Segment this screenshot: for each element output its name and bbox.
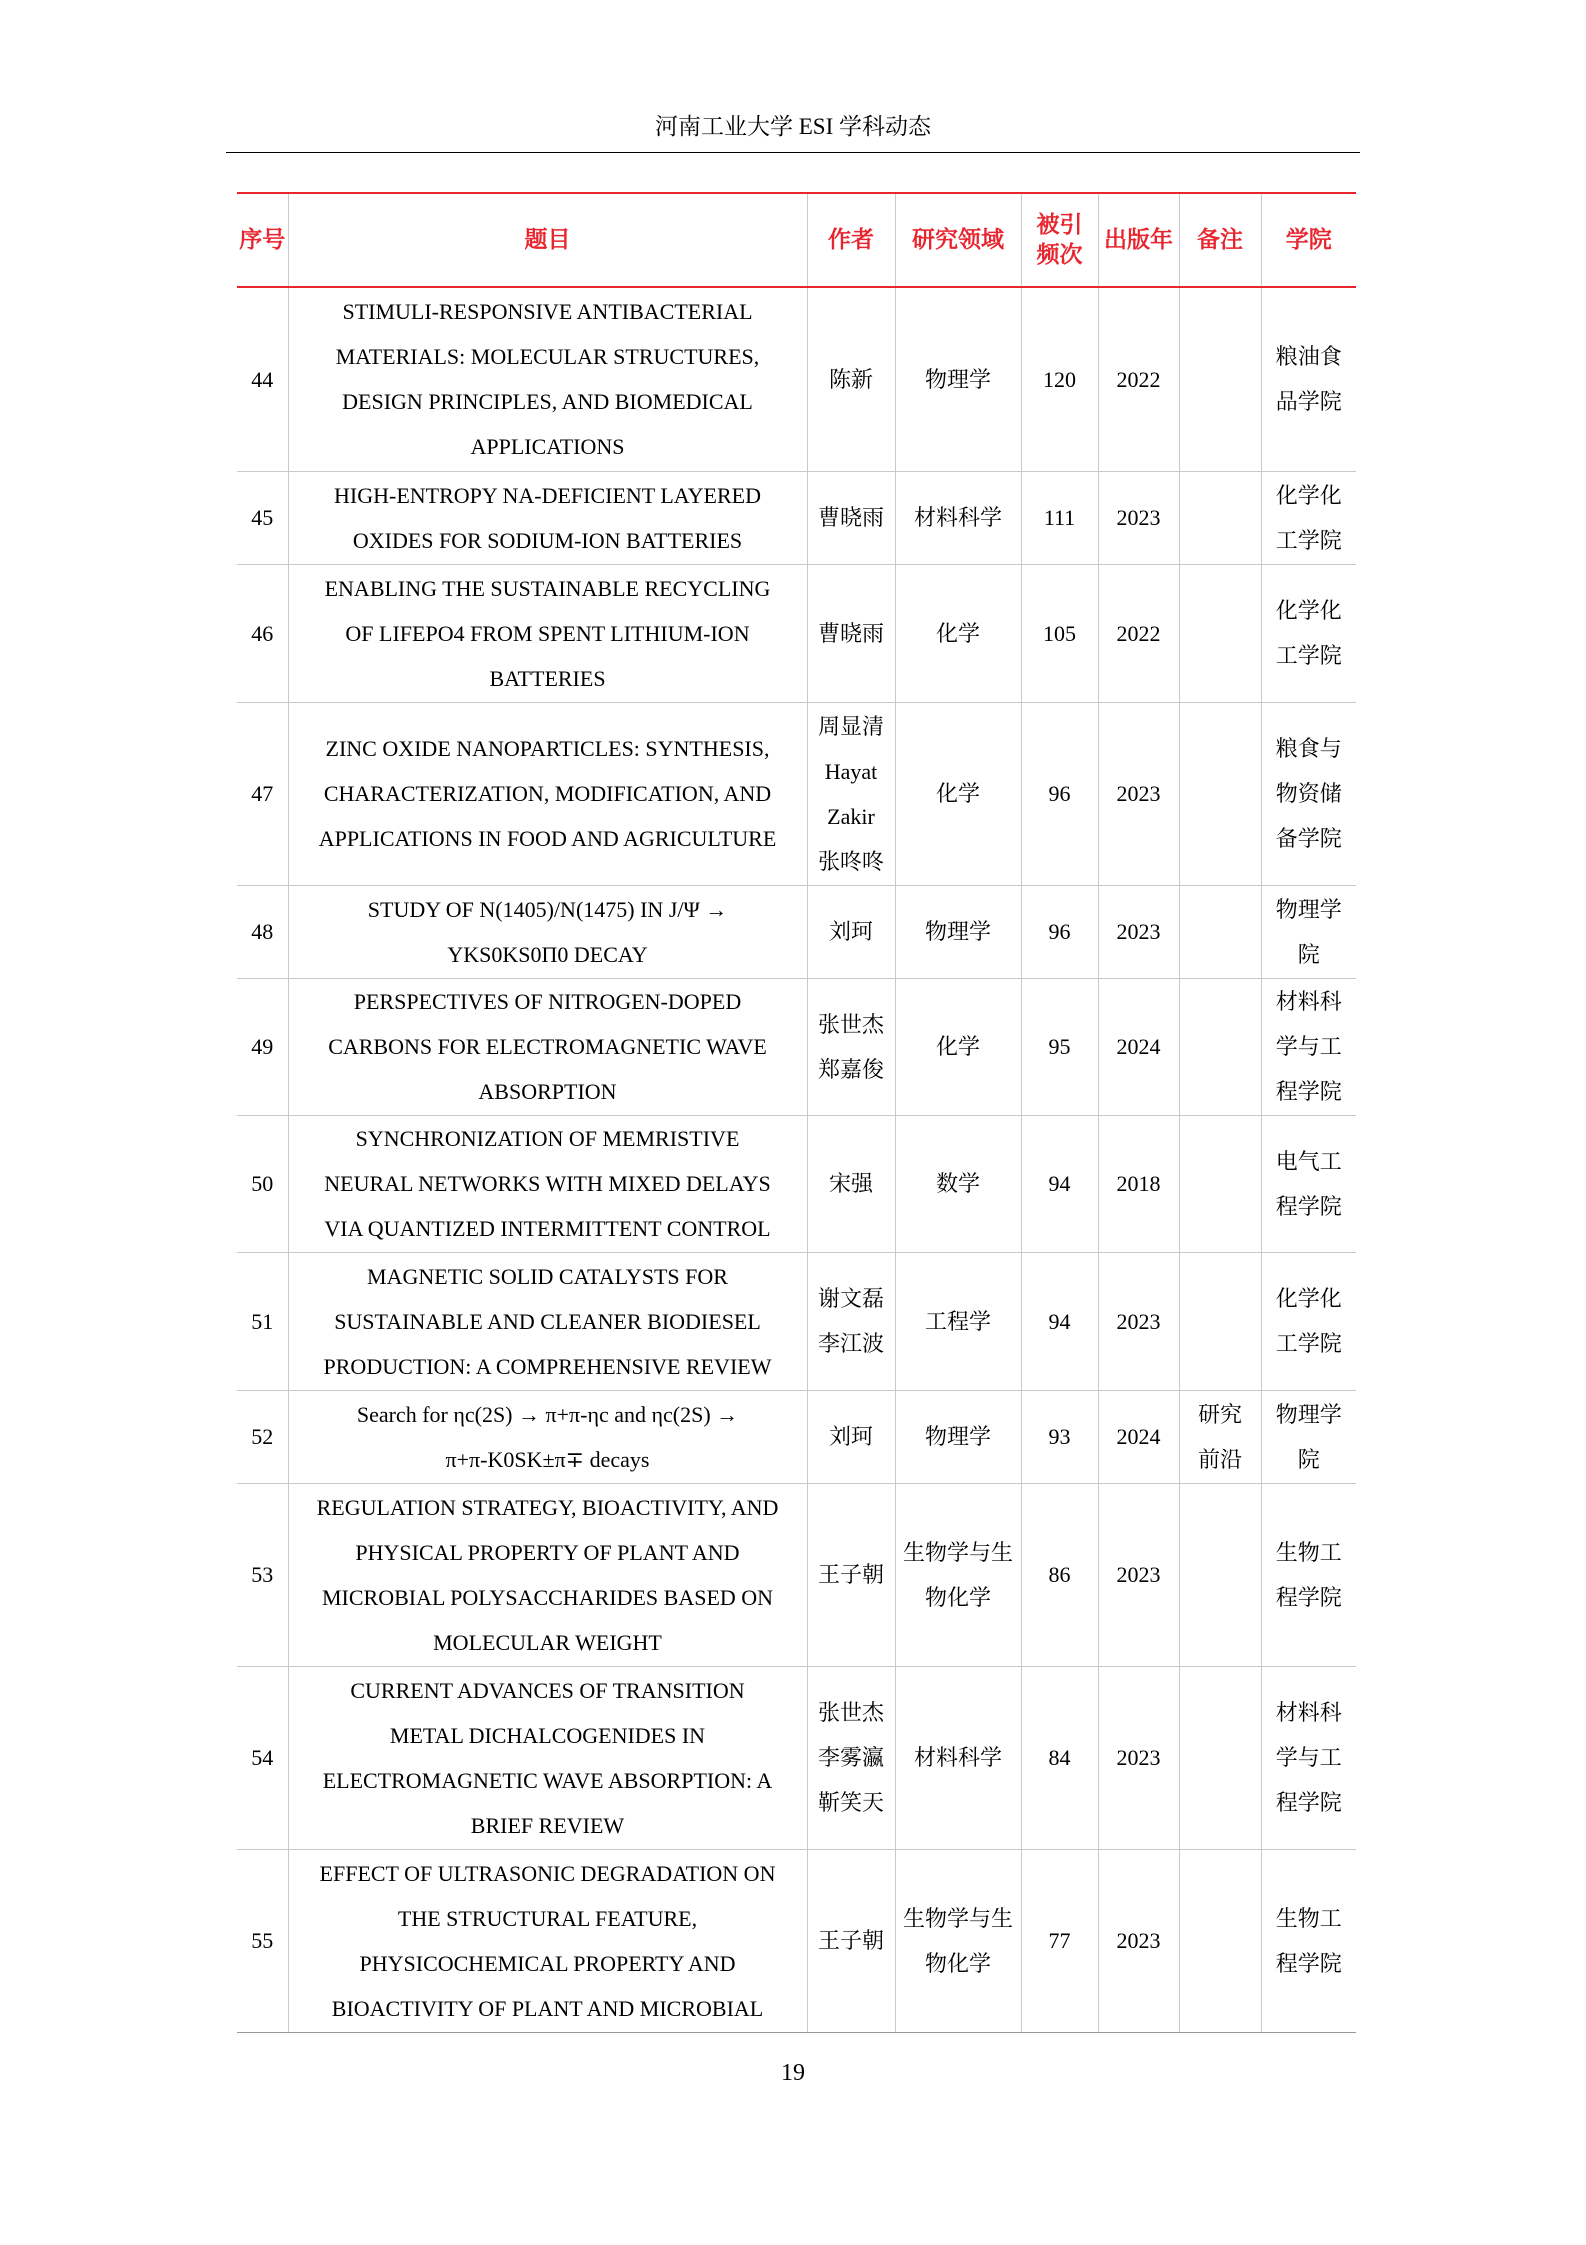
cell-title bbox=[288, 1666, 807, 1849]
cell-citations: 77 bbox=[1021, 1849, 1098, 2032]
cell-college bbox=[1261, 1666, 1356, 1849]
author-line: 王子朝 bbox=[817, 1562, 884, 1587]
author-line: 曹晓雨 bbox=[817, 505, 884, 530]
cell-citations: 84 bbox=[1021, 1666, 1098, 1849]
field-line: 物化学 bbox=[924, 1584, 991, 1610]
author-line: 郑嘉俊 bbox=[817, 1056, 884, 1082]
title-line: Search for ηc(2S) → π+π-ηc and ηc(2S) → bbox=[356, 1401, 739, 1427]
college-line: 程学院 bbox=[1275, 1079, 1342, 1104]
cell-note bbox=[1179, 1115, 1261, 1252]
cell-college bbox=[1261, 885, 1356, 978]
cell-author bbox=[807, 564, 895, 702]
column-header-field: 研究领域 bbox=[895, 193, 1021, 287]
table-row bbox=[237, 1390, 1356, 1483]
cell-author bbox=[807, 978, 895, 1115]
cell-field bbox=[895, 978, 1021, 1115]
header-divider bbox=[226, 152, 1360, 153]
cell-note bbox=[1179, 702, 1261, 885]
title-line: PHYSICOCHEMICAL PROPERTY AND bbox=[359, 1950, 736, 1976]
title-line: PERSPECTIVES OF NITROGEN-DOPED bbox=[353, 989, 742, 1014]
cell-title bbox=[288, 1849, 807, 2032]
title-line: MOLECULAR WEIGHT bbox=[433, 1629, 662, 1655]
column-header-seq: 序号 bbox=[237, 193, 288, 287]
author-line: 王子朝 bbox=[817, 1928, 884, 1953]
cell-field bbox=[895, 1390, 1021, 1483]
title-line: PHYSICAL PROPERTY OF PLANT AND bbox=[355, 1539, 740, 1565]
cell-title bbox=[288, 1483, 807, 1666]
title-line: APPLICATIONS IN FOOD AND AGRICULTURE bbox=[318, 826, 777, 851]
column-header-citations-text: 被引频次 bbox=[1036, 212, 1083, 267]
cell-college bbox=[1261, 702, 1356, 885]
table-body bbox=[237, 287, 1356, 2032]
cell-field bbox=[895, 1115, 1021, 1252]
cell-college bbox=[1261, 564, 1356, 702]
college-line: 学与工 bbox=[1275, 1034, 1342, 1059]
field-line: 化学 bbox=[935, 620, 980, 646]
cell-year: 2024 bbox=[1098, 1390, 1179, 1483]
cell-college bbox=[1261, 287, 1356, 471]
title-line: VIA QUANTIZED INTERMITTENT CONTROL bbox=[324, 1216, 771, 1241]
note-line: 前沿 bbox=[1197, 1446, 1242, 1472]
cell-author bbox=[807, 287, 895, 471]
cell-seq: 51 bbox=[237, 1252, 288, 1390]
cell-citations: 96 bbox=[1021, 885, 1098, 978]
cell-seq: 54 bbox=[237, 1666, 288, 1849]
author-line: Zakir bbox=[827, 803, 875, 829]
cell-seq: 53 bbox=[237, 1483, 288, 1666]
cell-title bbox=[288, 287, 807, 471]
field-line: 生物学与生 bbox=[902, 1905, 1013, 1931]
title-line: HIGH-ENTROPY NA-DEFICIENT LAYERED bbox=[334, 482, 761, 508]
title-line: OF LIFEPO4 FROM SPENT LITHIUM-ION bbox=[345, 620, 750, 646]
title-line: MICROBIAL POLYSACCHARIDES BASED ON bbox=[321, 1584, 774, 1610]
author-line: 张世杰 bbox=[817, 1700, 884, 1725]
cell-note bbox=[1179, 1666, 1261, 1849]
field-line: 物理学 bbox=[924, 1424, 991, 1449]
college-line: 粮油食 bbox=[1275, 344, 1342, 370]
college-line: 化学化 bbox=[1275, 482, 1342, 508]
field-line: 物理学 bbox=[924, 919, 991, 944]
table-row bbox=[237, 885, 1356, 978]
cell-citations: 95 bbox=[1021, 978, 1098, 1115]
cell-seq: 46 bbox=[237, 564, 288, 702]
table-row bbox=[237, 1849, 1356, 2032]
cell-college bbox=[1261, 1115, 1356, 1252]
title-line: OXIDES FOR SODIUM-ION BATTERIES bbox=[352, 527, 743, 553]
cell-field bbox=[895, 564, 1021, 702]
cell-year: 2023 bbox=[1098, 1483, 1179, 1666]
cell-year: 2024 bbox=[1098, 978, 1179, 1115]
college-line: 工学院 bbox=[1275, 1331, 1342, 1356]
college-line: 物理学 bbox=[1275, 1401, 1342, 1427]
page-header: 河南工业大学 ESI 学科动态 bbox=[655, 114, 931, 139]
author-line: 刘珂 bbox=[828, 1424, 873, 1449]
cell-citations: 94 bbox=[1021, 1115, 1098, 1252]
cell-year: 2023 bbox=[1098, 1849, 1179, 2032]
author-line: 李江波 bbox=[817, 1331, 884, 1356]
cell-seq: 50 bbox=[237, 1115, 288, 1252]
cell-year: 2022 bbox=[1098, 564, 1179, 702]
title-line: DESIGN PRINCIPLES, AND BIOMEDICAL bbox=[342, 389, 753, 415]
cell-citations: 93 bbox=[1021, 1390, 1098, 1483]
table-row bbox=[237, 564, 1356, 702]
cell-citations: 105 bbox=[1021, 564, 1098, 702]
cell-author bbox=[807, 471, 895, 564]
college-line: 化学化 bbox=[1275, 598, 1342, 623]
college-line: 化学化 bbox=[1275, 1286, 1342, 1311]
column-header-note: 备注 bbox=[1179, 193, 1261, 287]
cell-field bbox=[895, 471, 1021, 564]
cell-title bbox=[288, 1115, 807, 1252]
title-line: NEURAL NETWORKS WITH MIXED DELAYS bbox=[324, 1171, 771, 1196]
note-line: 研究 bbox=[1197, 1401, 1242, 1427]
cell-field bbox=[895, 702, 1021, 885]
college-line: 品学院 bbox=[1275, 389, 1342, 415]
page-number: 19 bbox=[781, 2060, 805, 2086]
cell-author bbox=[807, 885, 895, 978]
cell-seq: 48 bbox=[237, 885, 288, 978]
college-line: 院 bbox=[1297, 1446, 1320, 1472]
table-row bbox=[237, 1252, 1356, 1390]
cell-title bbox=[288, 471, 807, 564]
title-line: THE STRUCTURAL FEATURE, bbox=[397, 1905, 698, 1931]
college-line: 备学院 bbox=[1275, 826, 1342, 851]
cell-college bbox=[1261, 1390, 1356, 1483]
table-row bbox=[237, 1666, 1356, 1849]
column-header-title: 题目 bbox=[288, 193, 807, 287]
title-line: MAGNETIC SOLID CATALYSTS FOR bbox=[367, 1263, 728, 1289]
cell-citations: 86 bbox=[1021, 1483, 1098, 1666]
field-line: 材料科学 bbox=[913, 1745, 1002, 1770]
table-row bbox=[237, 1115, 1356, 1252]
cell-title bbox=[288, 702, 807, 885]
column-header-author: 作者 bbox=[807, 193, 895, 287]
cell-seq: 47 bbox=[237, 702, 288, 885]
column-header-college: 学院 bbox=[1261, 193, 1356, 287]
title-line: CURRENT ADVANCES OF TRANSITION bbox=[350, 1677, 745, 1703]
author-line: 曹晓雨 bbox=[817, 620, 884, 646]
column-header-citations bbox=[1021, 193, 1098, 287]
cell-seq: 55 bbox=[237, 1849, 288, 2032]
college-line: 程学院 bbox=[1275, 1193, 1342, 1219]
cell-year: 2023 bbox=[1098, 702, 1179, 885]
title-line: SUSTAINABLE AND CLEANER BIODIESEL bbox=[334, 1308, 761, 1334]
cell-college bbox=[1261, 471, 1356, 564]
author-line: 张世杰 bbox=[817, 1011, 884, 1037]
college-line: 物理学 bbox=[1275, 896, 1342, 922]
author-line: 宋强 bbox=[828, 1171, 873, 1196]
cell-citations: 96 bbox=[1021, 702, 1098, 885]
cell-year: 2018 bbox=[1098, 1115, 1179, 1252]
cell-author bbox=[807, 1252, 895, 1390]
college-line: 生物工 bbox=[1275, 1905, 1342, 1931]
title-line: BRIEF REVIEW bbox=[470, 1812, 625, 1838]
table-row bbox=[237, 287, 1356, 471]
title-line: MATERIALS: MOLECULAR STRUCTURES, bbox=[335, 344, 760, 370]
cell-field bbox=[895, 1483, 1021, 1666]
title-line: EFFECT OF ULTRASONIC DEGRADATION ON bbox=[319, 1860, 776, 1886]
title-line: REGULATION STRATEGY, BIOACTIVITY, AND bbox=[316, 1494, 779, 1520]
college-line: 程学院 bbox=[1275, 1950, 1342, 1976]
table-row bbox=[237, 1483, 1356, 1666]
cell-citations: 111 bbox=[1021, 471, 1098, 564]
cell-title bbox=[288, 1252, 807, 1390]
field-line: 化学 bbox=[935, 781, 980, 806]
cell-seq: 45 bbox=[237, 471, 288, 564]
college-line: 生物工 bbox=[1275, 1539, 1342, 1565]
table-header-row bbox=[237, 193, 1356, 287]
author-line: Hayat bbox=[824, 758, 878, 784]
cell-field bbox=[895, 1252, 1021, 1390]
cell-note bbox=[1179, 1483, 1261, 1666]
cell-title bbox=[288, 978, 807, 1115]
cell-year: 2022 bbox=[1098, 287, 1179, 471]
title-line: ZINC OXIDE NANOPARTICLES: SYNTHESIS, bbox=[325, 736, 770, 761]
field-line: 物理学 bbox=[924, 366, 991, 392]
cell-college bbox=[1261, 1849, 1356, 2032]
college-line: 材料科 bbox=[1275, 1700, 1342, 1725]
author-line: 刘珂 bbox=[828, 919, 873, 944]
field-line: 数学 bbox=[935, 1171, 980, 1196]
cell-citations: 94 bbox=[1021, 1252, 1098, 1390]
author-line: 张咚咚 bbox=[817, 848, 884, 874]
field-line: 生物学与生 bbox=[902, 1539, 1013, 1565]
cell-field bbox=[895, 1666, 1021, 1849]
cell-citations: 120 bbox=[1021, 287, 1098, 471]
author-line: 周显清 bbox=[817, 713, 884, 739]
cell-title bbox=[288, 885, 807, 978]
title-line: BATTERIES bbox=[489, 665, 606, 691]
esi-papers-table bbox=[237, 192, 1356, 2033]
title-line: SYNCHRONIZATION OF MEMRISTIVE bbox=[355, 1126, 740, 1151]
cell-author bbox=[807, 702, 895, 885]
field-line: 物化学 bbox=[924, 1950, 991, 1976]
title-line: CHARACTERIZATION, MODIFICATION, AND bbox=[323, 781, 772, 806]
title-line: BIOACTIVITY OF PLANT AND MICROBIAL bbox=[331, 1995, 764, 2021]
college-line: 院 bbox=[1297, 941, 1320, 967]
cell-note bbox=[1179, 1390, 1261, 1483]
cell-note bbox=[1179, 564, 1261, 702]
cell-seq: 49 bbox=[237, 978, 288, 1115]
title-line: STIMULI-RESPONSIVE ANTIBACTERIAL bbox=[342, 299, 753, 325]
title-line: APPLICATIONS bbox=[470, 434, 625, 460]
cell-title bbox=[288, 564, 807, 702]
cell-year: 2023 bbox=[1098, 1666, 1179, 1849]
college-line: 材料科 bbox=[1275, 989, 1342, 1014]
author-line: 李雾瀛 bbox=[817, 1745, 884, 1770]
college-line: 工学院 bbox=[1275, 527, 1342, 553]
cell-note bbox=[1179, 287, 1261, 471]
title-line: STUDY OF N(1405)/N(1475) IN J/Ψ → bbox=[367, 896, 728, 922]
title-line: π+π-K0SK±π∓ decays bbox=[445, 1446, 650, 1472]
table-row bbox=[237, 702, 1356, 885]
table-row bbox=[237, 471, 1356, 564]
college-line: 物资储 bbox=[1275, 781, 1342, 806]
college-line: 工学院 bbox=[1275, 643, 1342, 668]
field-line: 材料科学 bbox=[913, 505, 1002, 530]
cell-college bbox=[1261, 978, 1356, 1115]
cell-title bbox=[288, 1390, 807, 1483]
cell-author bbox=[807, 1115, 895, 1252]
cell-year: 2023 bbox=[1098, 471, 1179, 564]
college-line: 学与工 bbox=[1275, 1745, 1342, 1770]
title-line: CARBONS FOR ELECTROMAGNETIC WAVE bbox=[328, 1034, 767, 1059]
cell-field bbox=[895, 885, 1021, 978]
cell-note bbox=[1179, 978, 1261, 1115]
cell-author bbox=[807, 1390, 895, 1483]
cell-seq: 52 bbox=[237, 1390, 288, 1483]
cell-seq: 44 bbox=[237, 287, 288, 471]
cell-field bbox=[895, 287, 1021, 471]
title-line: ABSORPTION bbox=[478, 1079, 617, 1104]
author-line: 靳笑天 bbox=[817, 1790, 884, 1815]
title-line: METAL DICHALCOGENIDES IN bbox=[389, 1722, 706, 1748]
cell-author bbox=[807, 1483, 895, 1666]
college-line: 程学院 bbox=[1275, 1790, 1342, 1815]
title-line: ENABLING THE SUSTAINABLE RECYCLING bbox=[324, 575, 771, 601]
field-line: 工程学 bbox=[924, 1308, 991, 1334]
title-line: ELECTROMAGNETIC WAVE ABSORPTION: A bbox=[322, 1767, 773, 1793]
cell-year: 2023 bbox=[1098, 885, 1179, 978]
table-row bbox=[237, 978, 1356, 1115]
cell-note bbox=[1179, 1252, 1261, 1390]
cell-college bbox=[1261, 1483, 1356, 1666]
cell-field bbox=[895, 1849, 1021, 2032]
cell-author bbox=[807, 1666, 895, 1849]
cell-note bbox=[1179, 471, 1261, 564]
cell-author bbox=[807, 1849, 895, 2032]
title-line: PRODUCTION: A COMPREHENSIVE REVIEW bbox=[323, 1353, 772, 1379]
cell-note bbox=[1179, 1849, 1261, 2032]
cell-college bbox=[1261, 1252, 1356, 1390]
author-line: 陈新 bbox=[828, 366, 873, 392]
cell-note bbox=[1179, 885, 1261, 978]
college-line: 电气工 bbox=[1275, 1148, 1342, 1174]
title-line: YKS0KS0Π0 DECAY bbox=[447, 941, 648, 967]
cell-year: 2023 bbox=[1098, 1252, 1179, 1390]
college-line: 程学院 bbox=[1275, 1584, 1342, 1610]
field-line: 化学 bbox=[935, 1034, 980, 1059]
column-header-year: 出版年 bbox=[1098, 193, 1179, 287]
author-line: 谢文磊 bbox=[817, 1286, 884, 1311]
college-line: 粮食与 bbox=[1275, 736, 1342, 761]
